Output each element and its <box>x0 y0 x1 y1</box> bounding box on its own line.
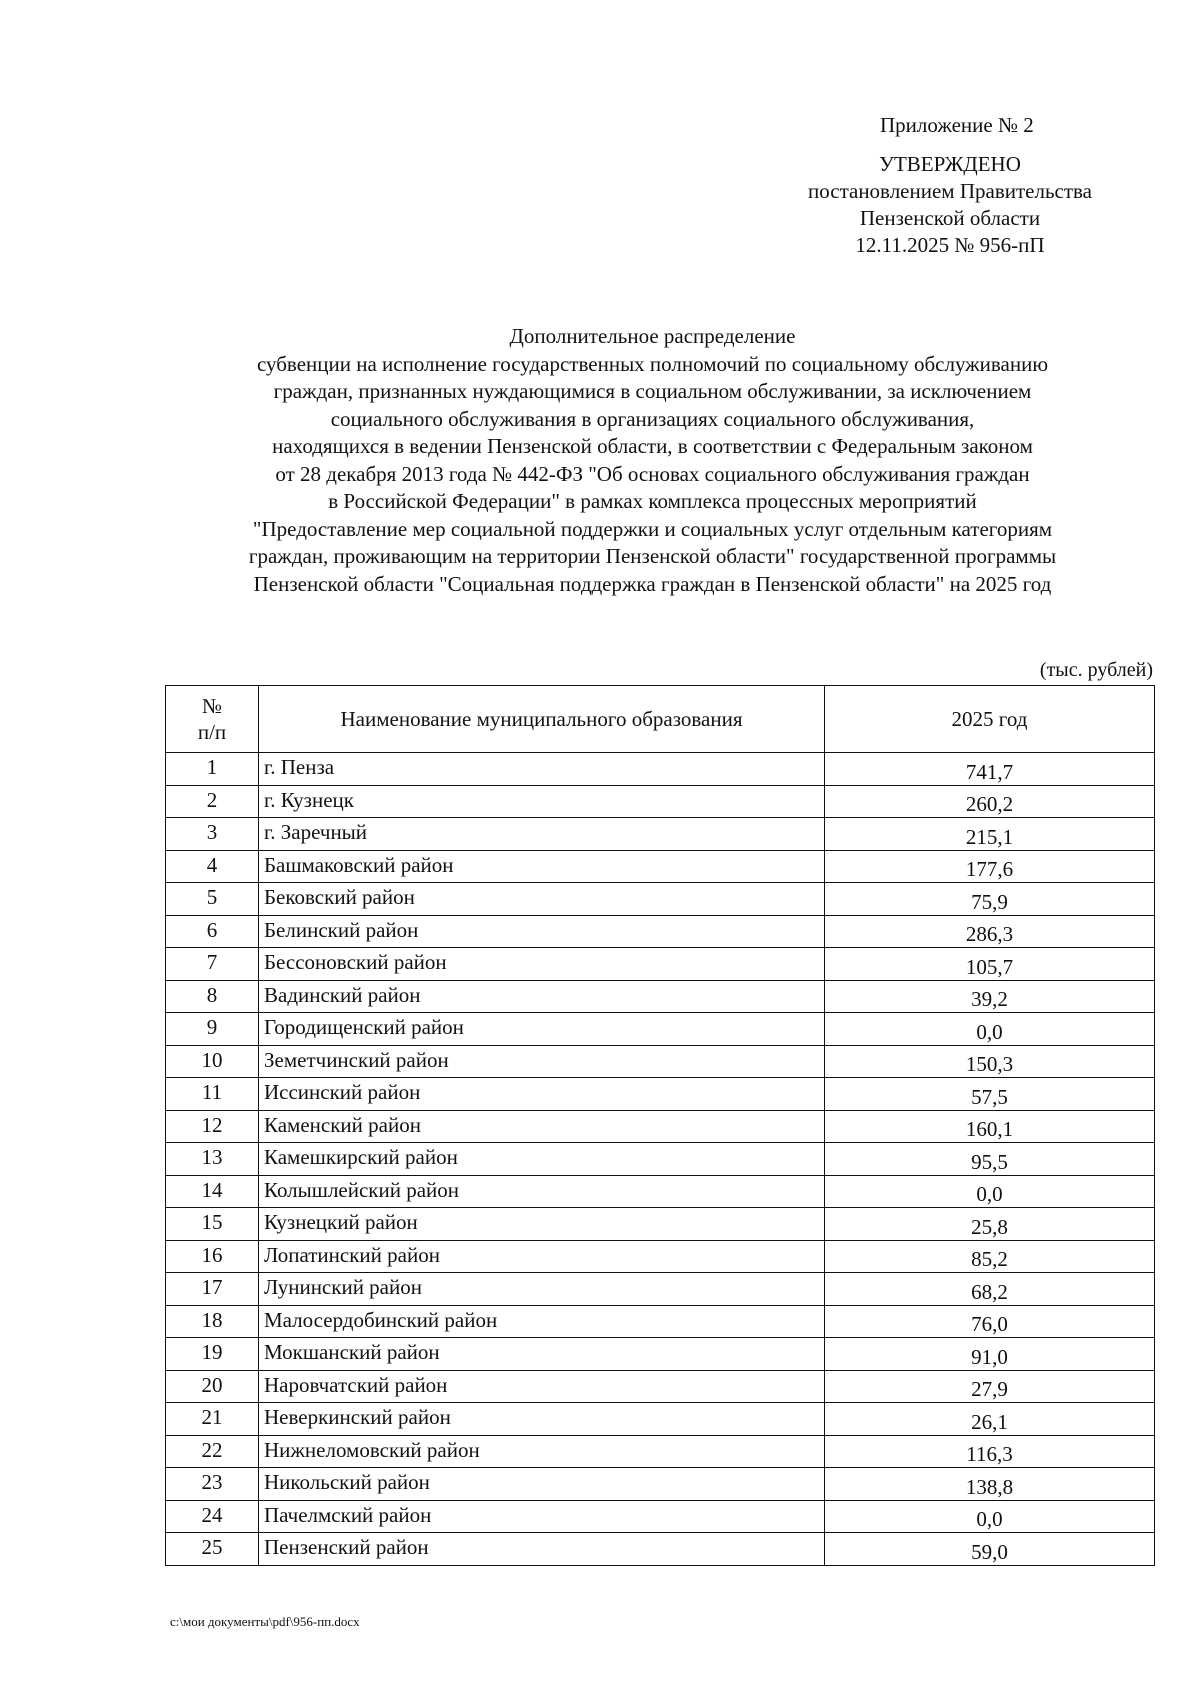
table-row <box>166 785 1155 818</box>
table-row <box>166 1370 1155 1403</box>
table-row <box>166 850 1155 883</box>
table-row <box>166 1045 1155 1078</box>
table-row <box>166 1208 1155 1241</box>
row-amount: 26,1 <box>825 1403 1155 1436</box>
row-number: 17 <box>166 1273 259 1306</box>
row-amount: 68,2 <box>825 1273 1155 1306</box>
appendix-number: Приложение № 2 <box>880 113 1034 137</box>
table-row <box>166 1110 1155 1143</box>
row-amount: 741,7 <box>825 753 1155 786</box>
table-row <box>166 1500 1155 1533</box>
row-amount: 75,9 <box>825 883 1155 916</box>
document-title <box>150 323 1155 598</box>
row-municipality: Бессоновский район <box>259 948 825 981</box>
title-line: социального обслуживания в организациях социального обслуживания, <box>330 406 975 431</box>
row-amount: 91,0 <box>825 1338 1155 1371</box>
row-municipality: Пачелмский район <box>259 1500 825 1533</box>
header-municipality: Наименование муниципального образования <box>259 686 825 753</box>
row-amount: 0,0 <box>825 1013 1155 1046</box>
row-municipality: Неверкинский район <box>259 1403 825 1436</box>
title-line: от 28 декабря 2013 года № 442-ФЗ "Об основах социального обслуживания граждан <box>275 461 1030 486</box>
row-municipality: Каменский район <box>259 1110 825 1143</box>
row-municipality: Лопатинский район <box>259 1240 825 1273</box>
title-line: граждан, признанных нуждающимися в социальном обслуживании, за исключением <box>273 379 1032 403</box>
distribution-table <box>165 685 1155 1566</box>
row-amount: 25,8 <box>825 1208 1155 1241</box>
row-amount: 57,5 <box>825 1078 1155 1111</box>
table-row <box>166 753 1155 786</box>
row-amount: 27,9 <box>825 1370 1155 1403</box>
table-row <box>166 980 1155 1013</box>
table-row <box>166 948 1155 981</box>
row-number: 25 <box>166 1533 259 1566</box>
row-amount: 0,0 <box>825 1500 1155 1533</box>
row-amount: 116,3 <box>825 1435 1155 1468</box>
table-row <box>166 915 1155 948</box>
row-municipality: Белинский район <box>259 915 825 948</box>
approved-label: УТВЕРЖДЕНО <box>879 152 1021 176</box>
row-number: 23 <box>166 1468 259 1501</box>
title-line: в Российской Федерации" в рамках комплекса процессных мероприятий <box>328 489 977 513</box>
row-number: 13 <box>166 1143 259 1176</box>
table-row <box>166 1305 1155 1338</box>
row-number: 15 <box>166 1208 259 1241</box>
footer-file-path: c:\мои документы\pdf\956-пп.docx <box>170 1614 360 1629</box>
approval-block <box>800 112 1100 259</box>
row-number: 8 <box>166 980 259 1013</box>
row-amount: 76,0 <box>825 1305 1155 1338</box>
row-municipality: Кузнецкий район <box>259 1208 825 1241</box>
table-row <box>166 1533 1155 1566</box>
table-row <box>166 883 1155 916</box>
table-row <box>166 1240 1155 1273</box>
row-number: 9 <box>166 1013 259 1046</box>
units-label: (тыс. рублей) <box>1039 659 1153 681</box>
table-row <box>166 1273 1155 1306</box>
approved-region-line: Пензенской области <box>859 206 1041 230</box>
title-line: Пензенской области "Социальная поддержка граждан в Пензенской области" на 2025 год <box>253 571 1052 596</box>
row-municipality: Вадинский район <box>259 980 825 1013</box>
row-amount: 260,2 <box>825 785 1155 818</box>
row-municipality: г. Кузнецк <box>259 785 825 818</box>
row-municipality: Колышлейский район <box>259 1175 825 1208</box>
header-number-symbol: № <box>201 694 223 718</box>
row-municipality: Камешкирский район <box>259 1143 825 1176</box>
table-row <box>166 1175 1155 1208</box>
table-body <box>166 753 1155 1566</box>
row-number: 6 <box>166 915 259 948</box>
row-number: 2 <box>166 785 259 818</box>
approval-stamp <box>800 151 1100 259</box>
row-municipality: Малосердобинский район <box>259 1305 825 1338</box>
row-amount: 138,8 <box>825 1468 1155 1501</box>
row-municipality: г. Заречный <box>259 818 825 851</box>
row-amount: 39,2 <box>825 980 1155 1013</box>
row-number: 11 <box>166 1078 259 1111</box>
row-municipality: Земетчинский район <box>259 1045 825 1078</box>
header-number-abbr: п/п <box>197 720 227 744</box>
table-row <box>166 1013 1155 1046</box>
row-number: 20 <box>166 1370 259 1403</box>
row-number: 4 <box>166 850 259 883</box>
row-number: 1 <box>166 753 259 786</box>
row-municipality: Лунинский район <box>259 1273 825 1306</box>
row-number: 5 <box>166 883 259 916</box>
table-row <box>166 1468 1155 1501</box>
row-amount: 85,2 <box>825 1240 1155 1273</box>
title-line: Дополнительное распределение <box>509 324 796 348</box>
row-number: 7 <box>166 948 259 981</box>
table-row <box>166 1078 1155 1111</box>
row-amount: 177,6 <box>825 850 1155 883</box>
row-municipality: Бековский район <box>259 883 825 916</box>
header-year: 2025 год <box>825 686 1155 753</box>
row-amount: 0,0 <box>825 1175 1155 1208</box>
row-municipality: г. Пенза <box>259 753 825 786</box>
row-number: 10 <box>166 1045 259 1078</box>
row-amount: 59,0 <box>825 1533 1155 1566</box>
row-municipality: Иссинский район <box>259 1078 825 1111</box>
approved-date-number: 12.11.2025 № 956-пП <box>855 233 1045 257</box>
row-municipality: Мокшанский район <box>259 1338 825 1371</box>
table-header-row <box>166 686 1155 753</box>
table-row <box>166 1143 1155 1176</box>
row-amount: 150,3 <box>825 1045 1155 1078</box>
row-municipality: Никольский район <box>259 1468 825 1501</box>
row-municipality: Башмаковский район <box>259 850 825 883</box>
row-number: 22 <box>166 1435 259 1468</box>
approved-by-line: постановлением Правительства <box>807 179 1092 203</box>
table-row <box>166 1435 1155 1468</box>
row-municipality: Нижнеломовский район <box>259 1435 825 1468</box>
row-number: 14 <box>166 1175 259 1208</box>
row-number: 16 <box>166 1240 259 1273</box>
row-municipality: Городищенский район <box>259 1013 825 1046</box>
row-number: 21 <box>166 1403 259 1436</box>
header-number <box>166 686 259 753</box>
row-amount: 105,7 <box>825 948 1155 981</box>
row-municipality: Наровчатский район <box>259 1370 825 1403</box>
row-number: 18 <box>166 1305 259 1338</box>
title-line: граждан, проживающим на территории Пензенской области" государственной программы <box>248 544 1057 568</box>
title-line: "Предоставление мер социальной поддержки и социальных услуг отдельным категориям <box>252 516 1053 541</box>
table-row <box>166 1403 1155 1436</box>
title-line: субвенции на исполнение государственных полномочий по социальному обслуживанию <box>256 351 1049 376</box>
row-number: 24 <box>166 1500 259 1533</box>
table-row <box>166 1338 1155 1371</box>
row-municipality: Пензенский район <box>259 1533 825 1566</box>
row-number: 12 <box>166 1110 259 1143</box>
row-amount: 215,1 <box>825 818 1155 851</box>
row-amount: 95,5 <box>825 1143 1155 1176</box>
table-row <box>166 818 1155 851</box>
row-number: 19 <box>166 1338 259 1371</box>
row-number: 3 <box>166 818 259 851</box>
row-amount: 160,1 <box>825 1110 1155 1143</box>
row-amount: 286,3 <box>825 915 1155 948</box>
title-line: находящихся в ведении Пензенской области, в соответствии с Федеральным законом <box>272 434 1033 458</box>
